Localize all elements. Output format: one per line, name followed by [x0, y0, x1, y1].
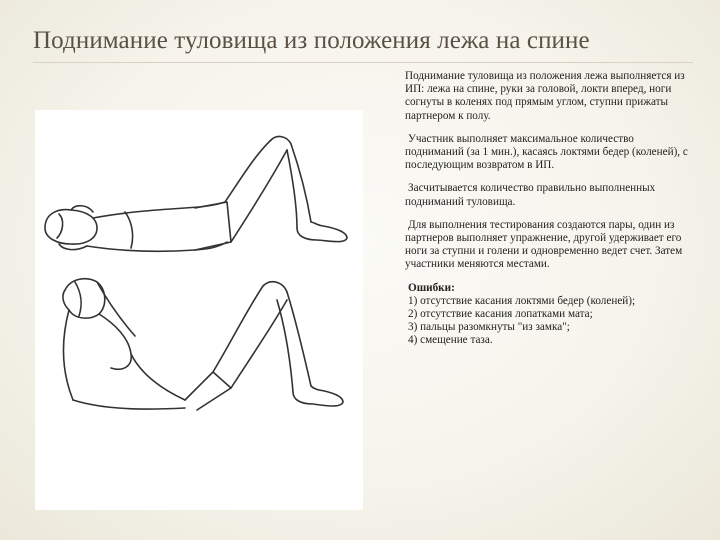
paragraph-execution: Участник выполняет максимальное количество подниманий (за 1 мин.), касаясь локтями бедер (коленей), с последующим возвратом в ИП. [405, 132, 688, 172]
paragraph-start-position: Поднимание туловища из положения лежа выполняется из ИП: лежа на спине, руки за головой, локти вперед, ноги согнуты в коленях под прямым углом, ступни прижаты партнером к полу. [405, 70, 685, 122]
error-item: 1) отсутствие касания локтями бедер (коленей); [408, 294, 636, 307]
errors-list [405, 282, 695, 348]
error-item: 2) отсутствие касания лопатками мата; [408, 308, 593, 321]
error-item: 4) смещение таза. [408, 334, 493, 347]
figure-lying [45, 137, 347, 252]
title-divider [33, 62, 693, 63]
paragraph-counting: Засчитывается количество правильно выполненных подниманий туловища. [405, 182, 656, 208]
error-item: 3) пальцы разомкнуты "из замка"; [408, 321, 570, 334]
figure-raised [63, 279, 343, 410]
exercise-illustration [35, 110, 363, 510]
slide-title: Поднимание туловища из положения лежа на спине [33, 27, 590, 54]
paragraph-pairs: Для выполнения тестирования создаются пары, один из партнеров выполняет упражнение, другой удерживает его ноги за ступни и голени и одновременно ведет счет. Затем участники меняются местами. [405, 218, 683, 271]
errors-title: Ошибки: [408, 281, 455, 294]
description-text [405, 70, 695, 348]
